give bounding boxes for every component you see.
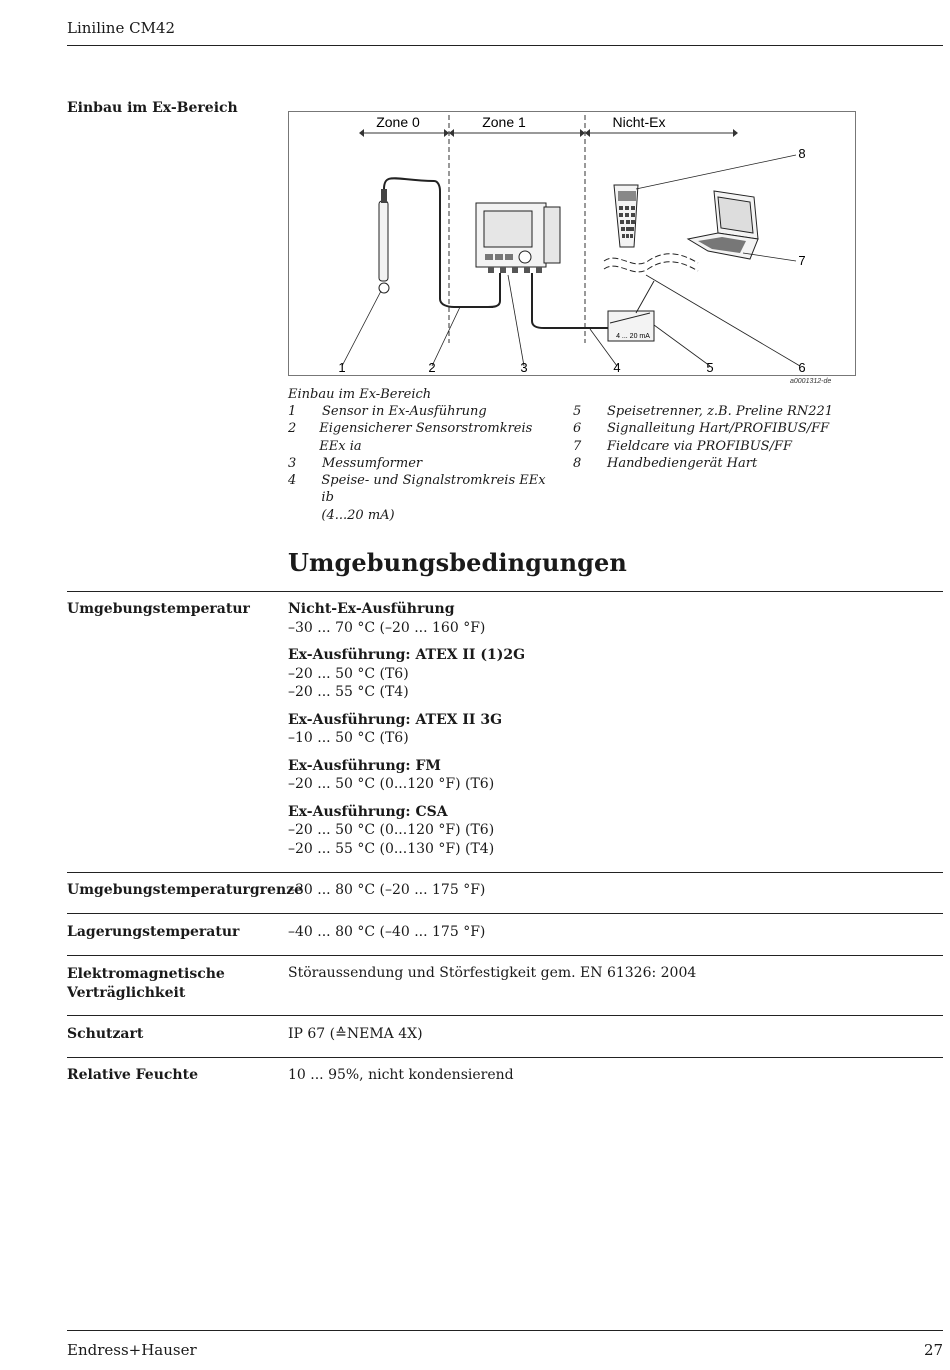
emc-label-line: Elektromagnetische <box>67 966 225 982</box>
ambient-limit-label: Umgebungstemperaturgrenze <box>67 882 303 898</box>
legend-item <box>573 420 863 437</box>
temp-range: –20 ... 50 °C (0...120 °F) (T6) <box>288 822 495 838</box>
legend-item <box>288 403 558 420</box>
row-divider <box>67 872 943 873</box>
legend-text: Fieldcare via PROFIBUS/FF <box>607 438 792 454</box>
row-divider <box>67 913 943 914</box>
legend-text-line: (4...20 mA) <box>321 507 395 523</box>
temp-group-title: Ex-Ausführung: FM <box>288 757 441 774</box>
figure-caption-title: Einbau im Ex-Bereich <box>288 387 432 402</box>
legend-text: Speisetrenner, z.B. Preline RN221 <box>607 404 834 419</box>
zone-nicht-ex-label: Nicht-Ex <box>612 114 666 130</box>
footer-company: Endress+Hauser <box>67 1341 197 1359</box>
section-rule <box>67 591 943 592</box>
section-title: Umgebungsbedingungen <box>288 548 627 577</box>
ambient-temp-values <box>288 600 888 858</box>
legend-number: 1 <box>288 404 297 419</box>
legend-right <box>573 403 863 472</box>
footer-rule <box>67 1330 943 1331</box>
legend-text: Signalleitung Hart/PROFIBUS/FF <box>607 421 830 437</box>
legend-text: Handbediengerät Hart <box>607 455 758 471</box>
legend-item <box>573 403 863 420</box>
callout-1: 1 <box>338 360 346 375</box>
emc-value: Störaussendung und Störfestigkeit gem. EN 61326: 2004 <box>288 965 697 981</box>
install-section-label: Einbau im Ex-Bereich <box>67 100 238 116</box>
callout-8: 8 <box>798 146 806 161</box>
legend-number: 6 <box>573 421 582 437</box>
temp-range: –20 ... 55 °C (0...130 °F) (T4) <box>288 840 495 857</box>
temp-group-title: Ex-Ausführung: CSA <box>288 803 448 820</box>
zone-0-label: Zone 0 <box>376 114 420 130</box>
legend-number: 8 <box>573 455 582 471</box>
temp-group <box>288 600 888 637</box>
legend-number: 2 <box>288 421 297 437</box>
temp-range: –30 ... 70 °C (–20 ... 160 °F) <box>288 619 486 636</box>
legend-item <box>288 420 558 455</box>
temp-range: –20 ... 50 °C (T6) <box>288 665 409 682</box>
legend-item <box>288 472 558 524</box>
storage-temp-label: Lagerungstemperatur <box>67 924 240 940</box>
legend-text-line: Speise- und Signalstromkreis EEx ib <box>321 473 546 506</box>
legend-item <box>288 455 558 472</box>
ambient-limit-value: –30 ... 80 °C (–20 ... 175 °F) <box>288 882 486 898</box>
page-number: 27 <box>924 1341 944 1359</box>
callout-4: 4 <box>613 360 621 375</box>
legend-number: 4 <box>288 473 297 489</box>
document-header-title: Liniline CM42 <box>67 19 176 37</box>
row-divider <box>67 1057 943 1058</box>
temp-group <box>288 757 888 794</box>
figure-code: a0001312-de <box>790 378 832 385</box>
temp-group <box>288 711 888 748</box>
temp-group-title: Nicht-Ex-Ausführung <box>288 601 455 617</box>
legend-text: Sensor in Ex-Ausführung <box>322 404 487 419</box>
callout-3: 3 <box>520 360 528 375</box>
legend-number: 5 <box>573 404 582 419</box>
legend-number: 3 <box>288 455 297 471</box>
temp-range: –10 ... 50 °C (T6) <box>288 730 409 746</box>
humidity-label: Relative Feuchte <box>67 1067 198 1083</box>
emc-label <box>67 965 225 1003</box>
callout-2: 2 <box>428 360 436 375</box>
storage-temp-value: –40 ... 80 °C (–40 ... 175 °F) <box>288 924 486 940</box>
row-divider <box>67 1015 943 1016</box>
legend-text <box>321 472 558 524</box>
zone-1-label: Zone 1 <box>482 114 526 130</box>
callout-7: 7 <box>798 253 806 268</box>
temp-range: –20 ... 50 °C (0...120 °F) (T6) <box>288 776 495 792</box>
legend-text: Messumformer <box>322 455 423 471</box>
callout-5: 5 <box>706 360 714 375</box>
power-isolator-illustration <box>608 311 654 341</box>
legend-text: Eigensicherer Sensorstromkreis EEx ia <box>319 421 533 454</box>
emc-label-line: Verträglichkeit <box>67 985 186 1001</box>
temp-group <box>288 646 888 702</box>
temp-group-title: Ex-Ausführung: ATEX II 3G <box>288 711 503 728</box>
header-rule <box>67 45 943 46</box>
legend-left <box>288 403 558 524</box>
legend-number: 7 <box>573 438 582 454</box>
callout-6: 6 <box>798 360 806 375</box>
legend-item <box>573 438 863 455</box>
protection-value: IP 67 (≙NEMA 4X) <box>288 1026 423 1042</box>
installation-diagram <box>288 111 856 376</box>
humidity-value: 10 ... 95%, nicht kondensierend <box>288 1067 514 1083</box>
protection-label: Schutzart <box>67 1026 144 1042</box>
ambient-temp-label: Umgebungstemperatur <box>67 601 250 617</box>
temp-range: –20 ... 55 °C (T4) <box>288 684 409 700</box>
temp-group <box>288 803 888 859</box>
temp-group-title: Ex-Ausführung: ATEX II (1)2G <box>288 647 526 663</box>
row-divider <box>67 955 943 956</box>
isolator-range-text: 4 ... 20 mA <box>616 333 650 340</box>
legend-item <box>573 455 863 472</box>
